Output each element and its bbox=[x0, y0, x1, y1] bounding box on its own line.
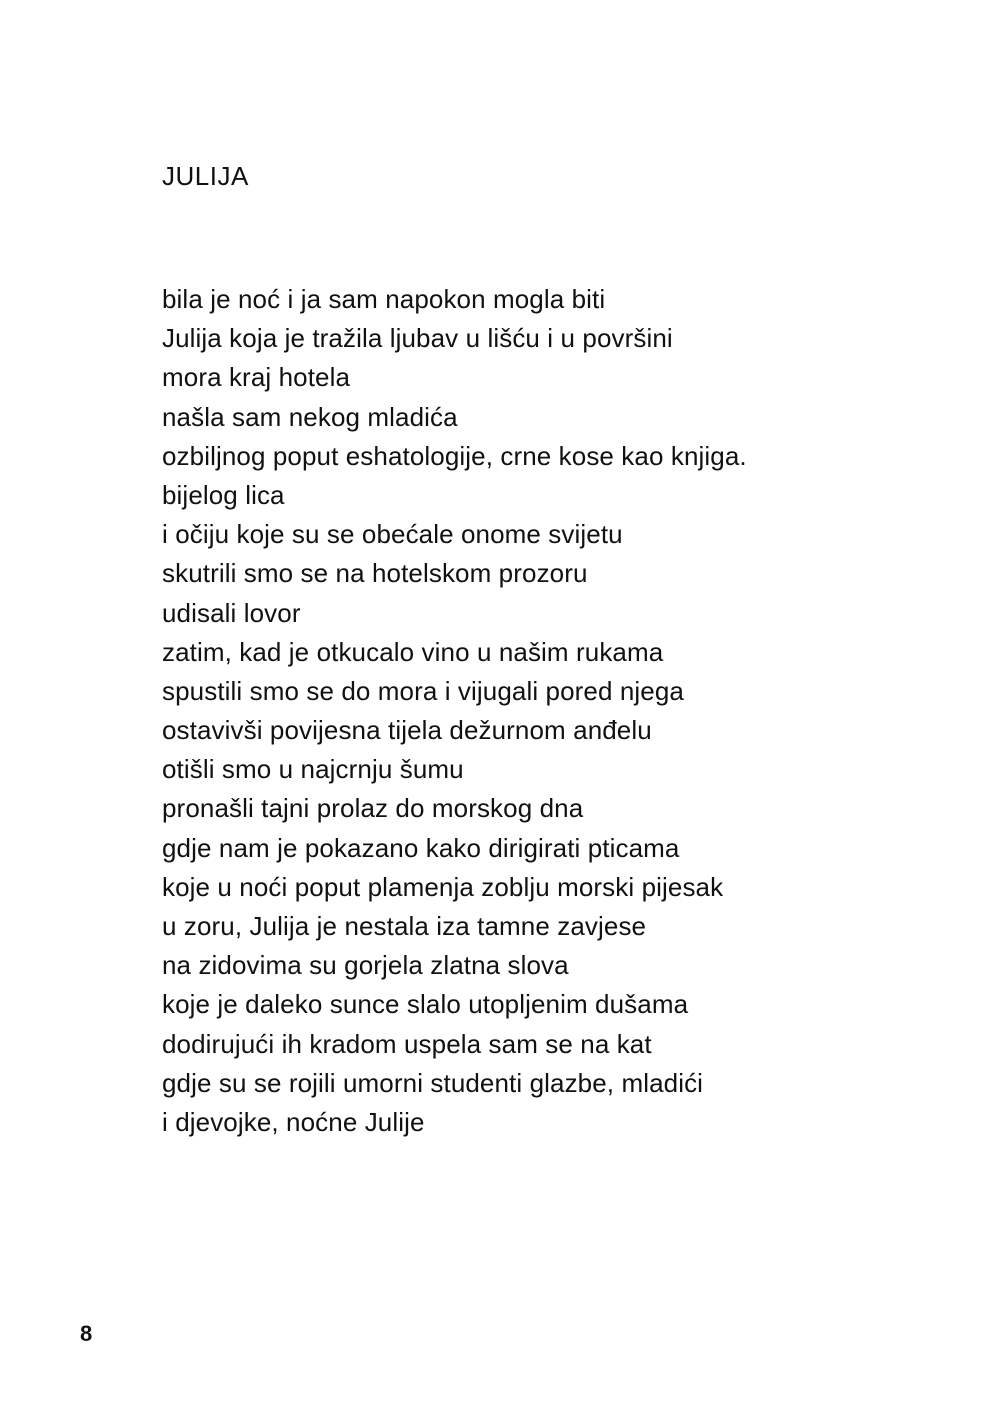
page-number: 8 bbox=[80, 1321, 93, 1346]
poem-line: otišli smo u najcrnju šumu bbox=[162, 754, 464, 785]
poem-title: JULIJA bbox=[162, 161, 249, 191]
poem-line: udisali lovor bbox=[162, 597, 301, 628]
poem-line: gdje nam je pokazano kako dirigirati pticama bbox=[162, 832, 680, 863]
poem-line: bila je noć i ja sam napokon mogla biti bbox=[162, 284, 606, 314]
poem-line: Julija koja je tražila ljubav u lišću i u površini bbox=[162, 323, 673, 354]
poem-line: na zidovima su gorjela zlatna slova bbox=[162, 950, 569, 981]
poem-line: dodirujući ih kradom uspela sam se na kat bbox=[162, 1028, 652, 1059]
poem-line: bijelog lica bbox=[162, 479, 285, 510]
poem-line: skutrili smo se na hotelskom prozoru bbox=[162, 558, 588, 589]
poem-line: pronašli tajni prolaz do morskog dna bbox=[162, 793, 584, 824]
poem-line: u zoru, Julija je nestala iza tamne zavjese bbox=[162, 911, 647, 941]
poem-line: gdje su se rojili umorni studenti glazbe, mladići bbox=[162, 1067, 704, 1098]
poem-line: ozbiljnog poput eshatologije, crne kose kao knjiga. bbox=[162, 440, 747, 471]
poem-line: zatim, kad je otkucalo vino u našim rukama bbox=[162, 636, 664, 667]
poem-line: koje u noći poput plamenja zoblju morski pijesak bbox=[162, 871, 724, 902]
poem-line: spustili smo se do mora i vijugali pored njega bbox=[162, 675, 684, 706]
poem-line: ostavivši povijesna tijela dežurnom anđelu bbox=[162, 715, 652, 746]
poem-line: i očiju koje su se obećale onome svijetu bbox=[162, 519, 623, 550]
poem-line: mora kraj hotela bbox=[162, 362, 351, 393]
poem-body bbox=[162, 280, 922, 1142]
poem-line: našla sam nekog mladića bbox=[162, 401, 458, 432]
poem-line: koje je daleko sunce slalo utopljenim dušama bbox=[162, 989, 689, 1020]
poem-line: i djevojke, noćne Julije bbox=[162, 1106, 425, 1137]
